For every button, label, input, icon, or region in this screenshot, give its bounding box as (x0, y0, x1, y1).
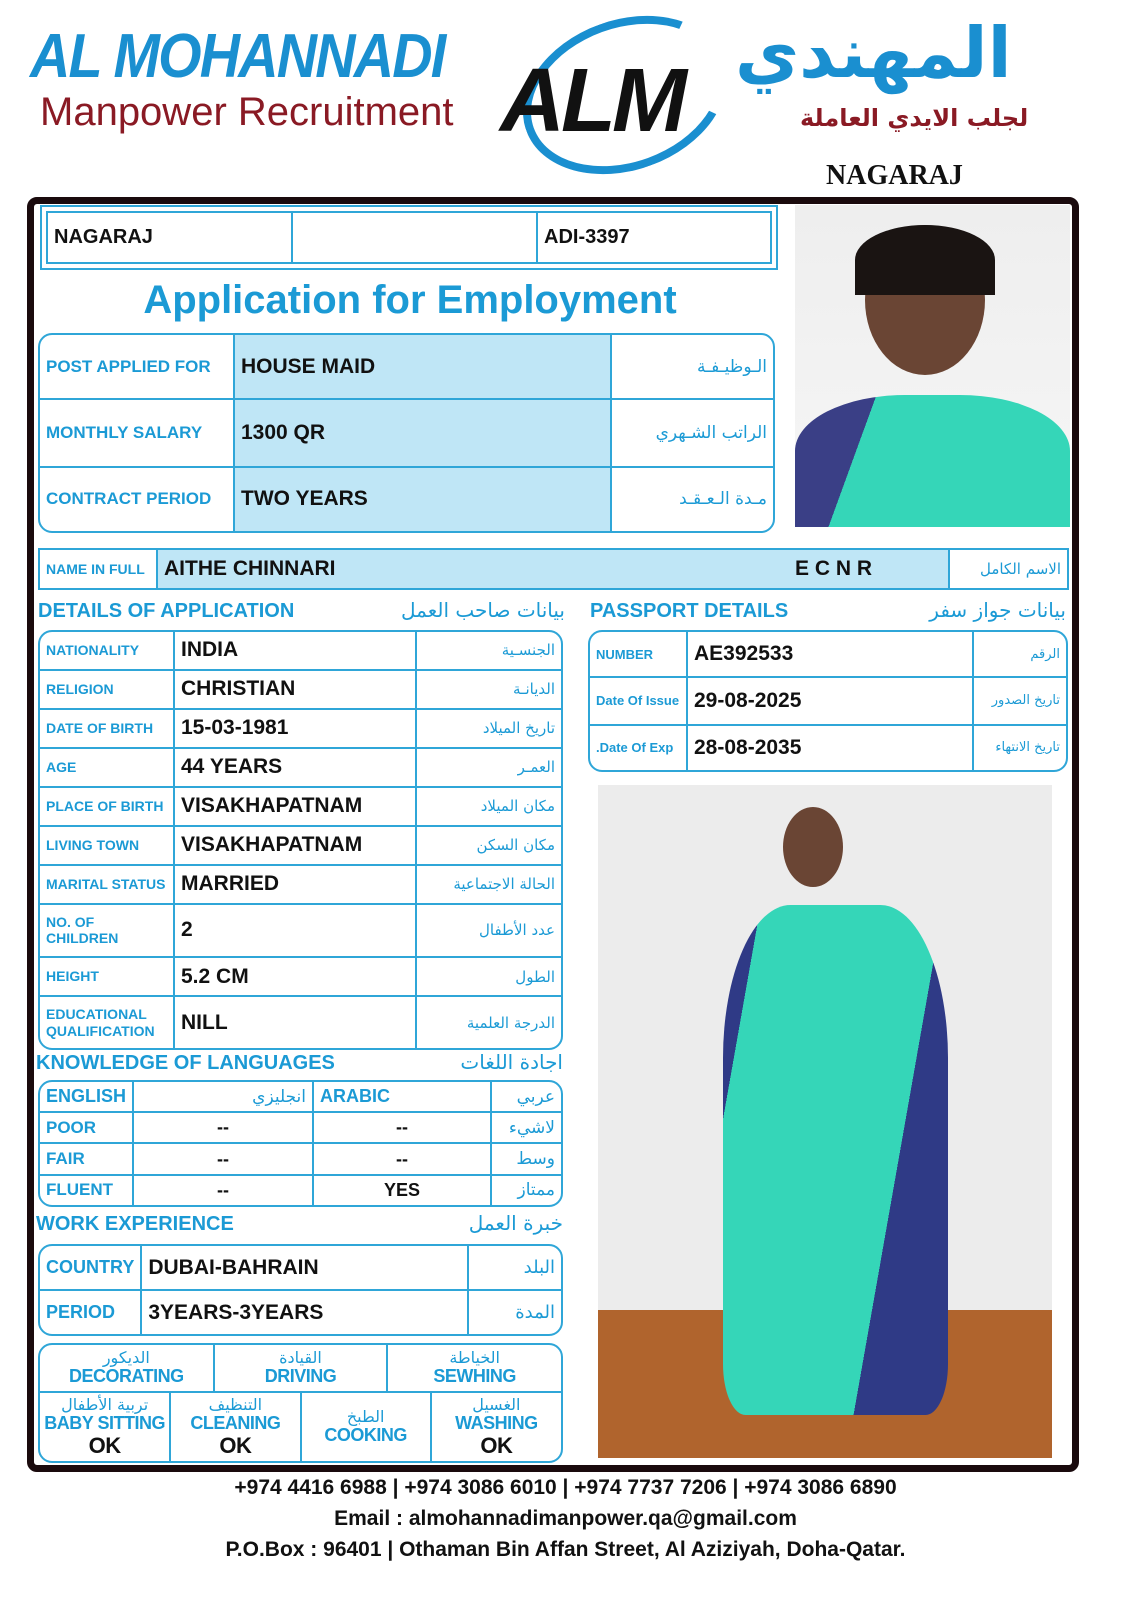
table-row (40, 1175, 561, 1205)
languages-heading: KNOWLEDGE OF LANGUAGES (36, 1052, 335, 1074)
skill-decorating (40, 1345, 214, 1391)
row-label-ar: الرقم (973, 632, 1066, 677)
company-arabic-subtitle: لجلب الايدي العاملة (800, 104, 1029, 132)
english-level: -- (133, 1175, 313, 1205)
table-row (40, 670, 561, 709)
post-table (38, 333, 775, 533)
table-row (40, 996, 561, 1048)
arabic-level: -- (313, 1112, 491, 1143)
candidate-tag: NAGARAJ (826, 160, 963, 191)
saree-shape (723, 905, 948, 1415)
passport-table (588, 630, 1068, 772)
saree-shape (795, 395, 1070, 527)
row-label: MARITAL STATUS (40, 865, 174, 904)
row-label: EDUCATIONAL QUALIFICATION (40, 996, 174, 1048)
table-row (40, 904, 561, 957)
row-label: MONTHLY SALARY (40, 399, 234, 466)
face-shape (783, 807, 843, 887)
company-arabic-name: المهندي (735, 12, 1012, 94)
table-row (40, 957, 561, 996)
row-label-ar: تاريخ الانتهاء (973, 725, 1066, 770)
skill-status: OK (480, 1432, 513, 1458)
passport-heading: PASSPORT DETAILS (590, 600, 789, 622)
skill-label: CLEANING (190, 1412, 281, 1433)
row-label-ar: تاريخ الصدور (973, 677, 1066, 724)
reference-code: ADI-3397 (537, 212, 771, 263)
row-value: HOUSE MAID (234, 335, 611, 399)
row-value: 3YEARS-3YEARS (141, 1290, 468, 1334)
table-row (40, 399, 773, 466)
skill-label-ar: الديكور (102, 1348, 150, 1368)
table-row (40, 826, 561, 865)
row-value: 28-08-2035 (687, 725, 973, 770)
row-label: HEIGHT (40, 957, 174, 996)
table-row (40, 1143, 561, 1174)
skill-sewhing (387, 1345, 561, 1391)
full-name: AITHE CHINNARI (157, 550, 789, 588)
skill-cleaning (170, 1392, 300, 1461)
row-value: INDIA (174, 632, 416, 670)
table-row (40, 709, 561, 748)
row-label-ar: تاريخ الميلاد (416, 709, 561, 748)
table-row (40, 787, 561, 826)
row-value: 44 YEARS (174, 748, 416, 787)
footer-phones: +974 4416 6988 | +974 3086 6010 | +974 7737 7206 | +974 3086 6890 (234, 1476, 897, 1499)
table-row (40, 748, 561, 787)
skill-label-ar: التنظيف (208, 1395, 263, 1415)
row-value: NILL (174, 996, 416, 1048)
table-row (40, 467, 773, 531)
row-value: DUBAI-BAHRAIN (141, 1246, 468, 1290)
row-label-ar: الحالة الاجتماعية (416, 865, 561, 904)
row-label: NUMBER (590, 632, 687, 677)
company-logo-text: AL MOHANNADI (30, 22, 445, 91)
arabic-header-ar: عربي (491, 1082, 561, 1112)
row-label-ar: مكان السكن (416, 826, 561, 865)
row-label: COUNTRY (40, 1246, 141, 1290)
skills-table (38, 1343, 563, 1463)
skill-label-ar: تربية الأطفال (61, 1395, 149, 1415)
row-label-ar: الديانـة (416, 670, 561, 709)
row-label: CONTRACT PERIOD (40, 467, 234, 531)
table-row (40, 1246, 561, 1290)
table-row (40, 865, 561, 904)
skill-label: DRIVING (264, 1365, 337, 1386)
row-label-ar: الـوظيـفـة (611, 335, 773, 399)
skill-label: WASHING (455, 1412, 538, 1433)
row-label: POST APPLIED FOR (40, 335, 234, 399)
table-row (40, 1290, 561, 1334)
row-label: Date Of Issue (590, 677, 687, 724)
row-label: AGE (40, 748, 174, 787)
details-heading: DETAILS OF APPLICATION (38, 600, 295, 622)
row-label: PLACE OF BIRTH (40, 787, 174, 826)
row-value: MARRIED (174, 865, 416, 904)
row-label: NATIONALITY (40, 632, 174, 670)
hair-shape (855, 225, 995, 295)
row-label-ar: الطول (416, 957, 561, 996)
skill-label: COOKING (324, 1424, 407, 1445)
skill-washing (431, 1392, 561, 1461)
level-label-ar: ممتاز (491, 1175, 561, 1205)
level-label-ar: لاشيء (491, 1112, 561, 1143)
portrait-photo (795, 205, 1070, 527)
row-value: AE392533 (687, 632, 973, 677)
skill-label-ar: الخياطة (449, 1348, 500, 1368)
row-value: 2 (174, 904, 416, 957)
row-value: 15-03-1981 (174, 709, 416, 748)
table-row (40, 335, 773, 399)
languages-heading-ar: اجادة اللغات (460, 1050, 563, 1074)
arabic-level: YES (313, 1175, 491, 1205)
passport-heading-ar: بيانات جواز سفر (929, 598, 1066, 622)
skill-cooking (301, 1392, 431, 1461)
id-name: NAGARAJ (47, 212, 292, 263)
row-label-ar: الراتب الشـهري (611, 399, 773, 466)
details-heading-ar: بيانات صاحب العمل (401, 598, 565, 622)
level-label-ar: وسط (491, 1143, 561, 1174)
level-label: FLUENT (40, 1175, 133, 1205)
english-header-ar: انجليزي (133, 1082, 313, 1112)
id-middle (292, 212, 537, 263)
row-label: NO. OF CHILDREN (40, 904, 174, 957)
row-label-ar: الجنسـية (416, 632, 561, 670)
table-row (590, 677, 1066, 724)
skill-driving (214, 1345, 388, 1391)
row-label: PERIOD (40, 1290, 141, 1334)
work-heading: WORK EXPERIENCE (36, 1213, 234, 1235)
row-label: RELIGION (40, 670, 174, 709)
row-label: LIVING TOWN (40, 826, 174, 865)
row-label: .Date Of Exp (590, 725, 687, 770)
arabic-header: ARABIC (313, 1082, 491, 1112)
row-value: TWO YEARS (234, 467, 611, 531)
row-value: VISAKHAPATNAM (174, 826, 416, 865)
row-value: CHRISTIAN (174, 670, 416, 709)
row-label-ar: مكان الميلاد (416, 787, 561, 826)
row-value: 1300 QR (234, 399, 611, 466)
row-value: 5.2 CM (174, 957, 416, 996)
row-label: DATE OF BIRTH (40, 709, 174, 748)
table-row (590, 632, 1066, 677)
skill-label: BABY SITTING (44, 1412, 165, 1433)
details-table (38, 630, 563, 1050)
skill-label: DECORATING (68, 1365, 184, 1386)
ecnr-status: E C N R (789, 550, 949, 588)
skill-label-ar: الطبخ (346, 1407, 385, 1427)
alm-logo: ALM (500, 51, 683, 151)
company-subtitle: Manpower Recruitment (40, 90, 454, 134)
row-label-ar: البلد (468, 1246, 561, 1290)
level-label: POOR (40, 1112, 133, 1143)
row-label-ar: مـدة الـعـقـد (611, 467, 773, 531)
id-row (40, 205, 778, 270)
footer-address: P.O.Box : 96401 | Othaman Bin Affan Street, Al Aziziyah, Doha-Qatar. (225, 1538, 906, 1561)
skill-baby-sitting (40, 1392, 170, 1461)
name-label: NAME IN FULL (40, 550, 157, 588)
work-table (38, 1244, 563, 1336)
name-row (38, 548, 1069, 590)
skill-status: OK (219, 1432, 252, 1458)
footer-email: Email : almohannadimanpower.qa@gmail.com (334, 1507, 797, 1530)
english-level: -- (133, 1112, 313, 1143)
skill-label: SEWHING (433, 1365, 516, 1386)
full-body-photo (598, 785, 1052, 1458)
level-label: FAIR (40, 1143, 133, 1174)
table-row (40, 1112, 561, 1143)
skill-label-ar: الغسيل (472, 1395, 521, 1415)
row-label-ar: الدرجة العلمية (416, 996, 561, 1048)
row-label-ar: المدة (468, 1290, 561, 1334)
row-value: 29-08-2025 (687, 677, 973, 724)
work-heading-ar: خبرة العمل (468, 1211, 563, 1235)
languages-table (38, 1080, 563, 1207)
table-row (590, 725, 1066, 770)
arabic-level: -- (313, 1143, 491, 1174)
english-header: ENGLISH (40, 1082, 133, 1112)
form-title: Application for Employment (143, 278, 677, 322)
english-level: -- (133, 1143, 313, 1174)
table-row (40, 632, 561, 670)
row-label-ar: عدد الأطفال (416, 904, 561, 957)
name-label-ar: الاسم الكامل (949, 550, 1067, 588)
row-value: VISAKHAPATNAM (174, 787, 416, 826)
row-label-ar: العمـر (416, 748, 561, 787)
skill-status: OK (88, 1432, 121, 1458)
skill-label-ar: القيادة (279, 1348, 322, 1368)
